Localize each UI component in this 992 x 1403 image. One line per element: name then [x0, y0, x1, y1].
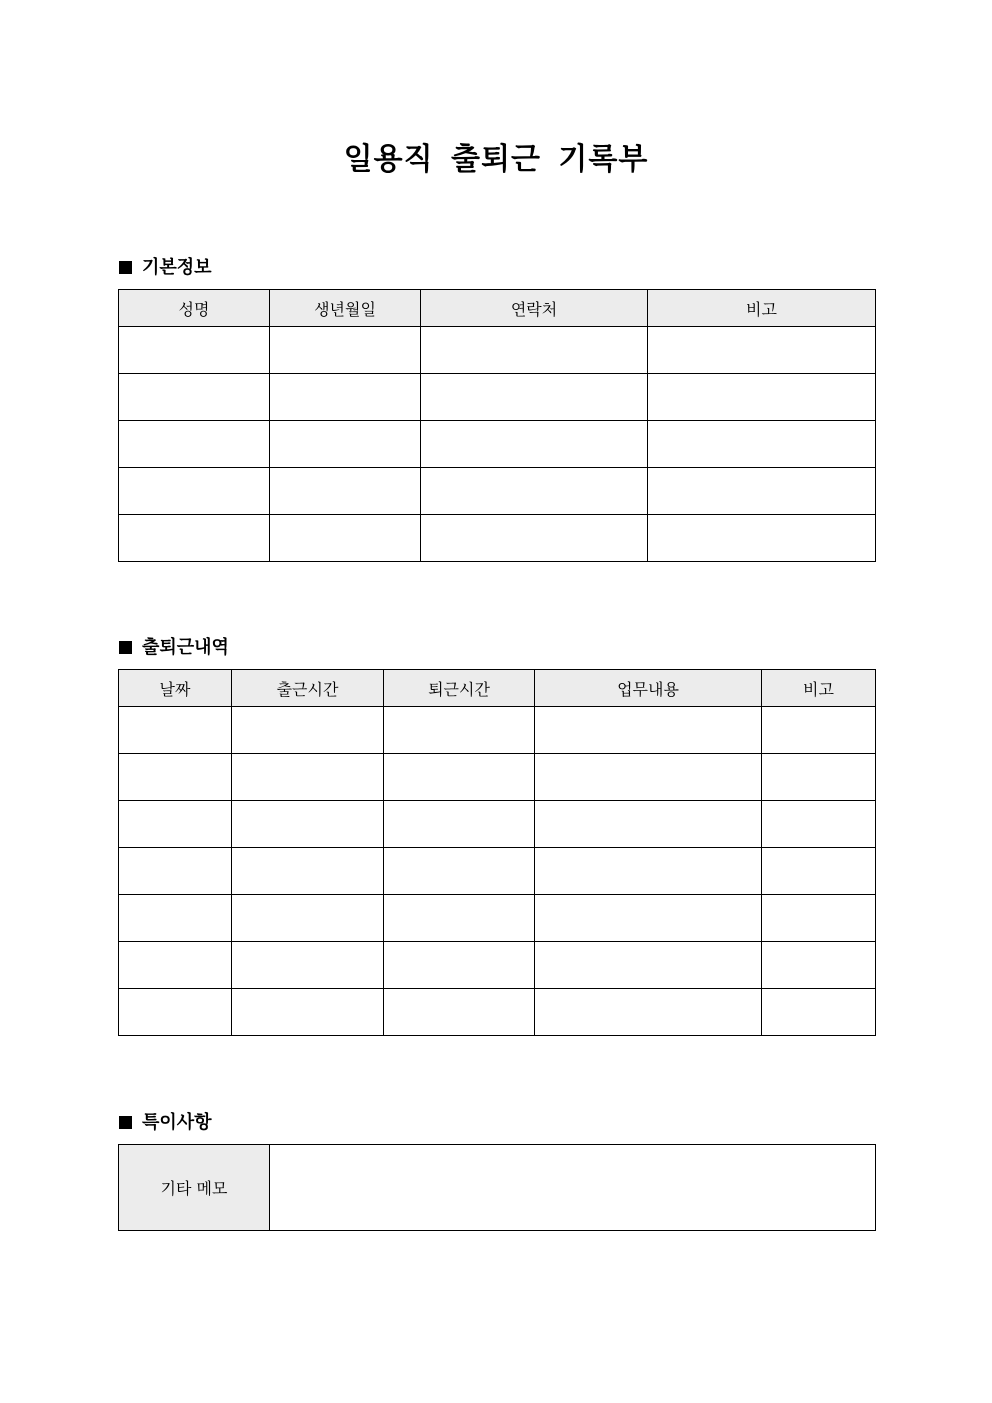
cell-clock-in[interactable]: [232, 754, 384, 801]
cell-birthdate[interactable]: [270, 327, 421, 374]
cell-remarks[interactable]: [762, 942, 876, 989]
cell-clock-in[interactable]: [232, 942, 384, 989]
cell-remarks[interactable]: [648, 515, 876, 562]
table-row: [119, 421, 876, 468]
cell-clock-out[interactable]: [384, 754, 535, 801]
page-title: 일용직 출퇴근 기록부: [343, 142, 649, 177]
cell-remarks[interactable]: [762, 707, 876, 754]
cell-date[interactable]: [119, 895, 232, 942]
table-row: [119, 468, 876, 515]
table-row: [119, 374, 876, 421]
cell-remarks[interactable]: [648, 421, 876, 468]
cell-clock-out[interactable]: [384, 707, 535, 754]
cell-remarks[interactable]: [762, 801, 876, 848]
cell-clock-out[interactable]: [384, 989, 535, 1036]
cell-name[interactable]: [119, 468, 270, 515]
memo-label: 기타 메모: [119, 1145, 270, 1231]
table-row: [119, 754, 876, 801]
table-header-row: [119, 670, 876, 707]
cell-birthdate[interactable]: [270, 515, 421, 562]
cell-clock-out[interactable]: [384, 895, 535, 942]
cell-date[interactable]: [119, 754, 232, 801]
header-work-content: 업무내용: [535, 670, 762, 707]
cell-name[interactable]: [119, 515, 270, 562]
basic-info-table: [118, 289, 876, 562]
cell-work-content[interactable]: [535, 754, 762, 801]
cell-remarks[interactable]: [762, 895, 876, 942]
header-date: 날짜: [119, 670, 232, 707]
cell-work-content[interactable]: [535, 942, 762, 989]
table-row: [119, 848, 876, 895]
cell-name[interactable]: [119, 374, 270, 421]
cell-work-content[interactable]: [535, 848, 762, 895]
cell-clock-out[interactable]: [384, 848, 535, 895]
cell-birthdate[interactable]: [270, 421, 421, 468]
cell-contact[interactable]: [421, 515, 648, 562]
header-remarks: 비고: [762, 670, 876, 707]
cell-birthdate[interactable]: [270, 374, 421, 421]
cell-remarks[interactable]: [648, 468, 876, 515]
cell-date[interactable]: [119, 989, 232, 1036]
cell-clock-in[interactable]: [232, 707, 384, 754]
cell-contact[interactable]: [421, 421, 648, 468]
cell-date[interactable]: [119, 942, 232, 989]
header-contact: 연락처: [421, 290, 648, 327]
section-title-notes: [119, 1108, 212, 1134]
table-row: [119, 1145, 876, 1231]
table-row: [119, 942, 876, 989]
cell-work-content[interactable]: [535, 895, 762, 942]
cell-remarks[interactable]: [762, 989, 876, 1036]
square-bullet-icon: [119, 261, 132, 274]
attendance-table: [118, 669, 876, 1036]
cell-contact[interactable]: [421, 374, 648, 421]
cell-clock-in[interactable]: [232, 801, 384, 848]
section-title-label: 특이사항: [142, 1112, 212, 1133]
cell-date[interactable]: [119, 848, 232, 895]
cell-remarks[interactable]: [648, 374, 876, 421]
notes-table: [118, 1144, 876, 1231]
table-row: [119, 327, 876, 374]
cell-clock-out[interactable]: [384, 942, 535, 989]
table-header-row: [119, 290, 876, 327]
header-remarks: 비고: [648, 290, 876, 327]
cell-remarks[interactable]: [762, 848, 876, 895]
square-bullet-icon: [119, 641, 132, 654]
cell-clock-in[interactable]: [232, 848, 384, 895]
cell-clock-in[interactable]: [232, 989, 384, 1036]
cell-date[interactable]: [119, 707, 232, 754]
header-clock-in: 출근시간: [232, 670, 384, 707]
table-row: [119, 801, 876, 848]
header-name: 성명: [119, 290, 270, 327]
section-title-label: 출퇴근내역: [142, 637, 229, 658]
table-row: [119, 707, 876, 754]
cell-clock-out[interactable]: [384, 801, 535, 848]
cell-name[interactable]: [119, 327, 270, 374]
section-title-basic-info: [119, 253, 212, 279]
table-row: [119, 515, 876, 562]
header-clock-out: 퇴근시간: [384, 670, 535, 707]
section-title-label: 기본정보: [142, 257, 212, 278]
cell-work-content[interactable]: [535, 989, 762, 1036]
memo-content-field[interactable]: [270, 1145, 876, 1231]
cell-work-content[interactable]: [535, 707, 762, 754]
square-bullet-icon: [119, 1116, 132, 1129]
cell-contact[interactable]: [421, 327, 648, 374]
cell-contact[interactable]: [421, 468, 648, 515]
table-row: [119, 989, 876, 1036]
section-title-attendance: [119, 633, 229, 659]
header-birthdate: 생년월일: [270, 290, 421, 327]
cell-birthdate[interactable]: [270, 468, 421, 515]
cell-clock-in[interactable]: [232, 895, 384, 942]
table-row: [119, 895, 876, 942]
cell-name[interactable]: [119, 421, 270, 468]
cell-remarks[interactable]: [648, 327, 876, 374]
cell-date[interactable]: [119, 801, 232, 848]
cell-work-content[interactable]: [535, 801, 762, 848]
cell-remarks[interactable]: [762, 754, 876, 801]
